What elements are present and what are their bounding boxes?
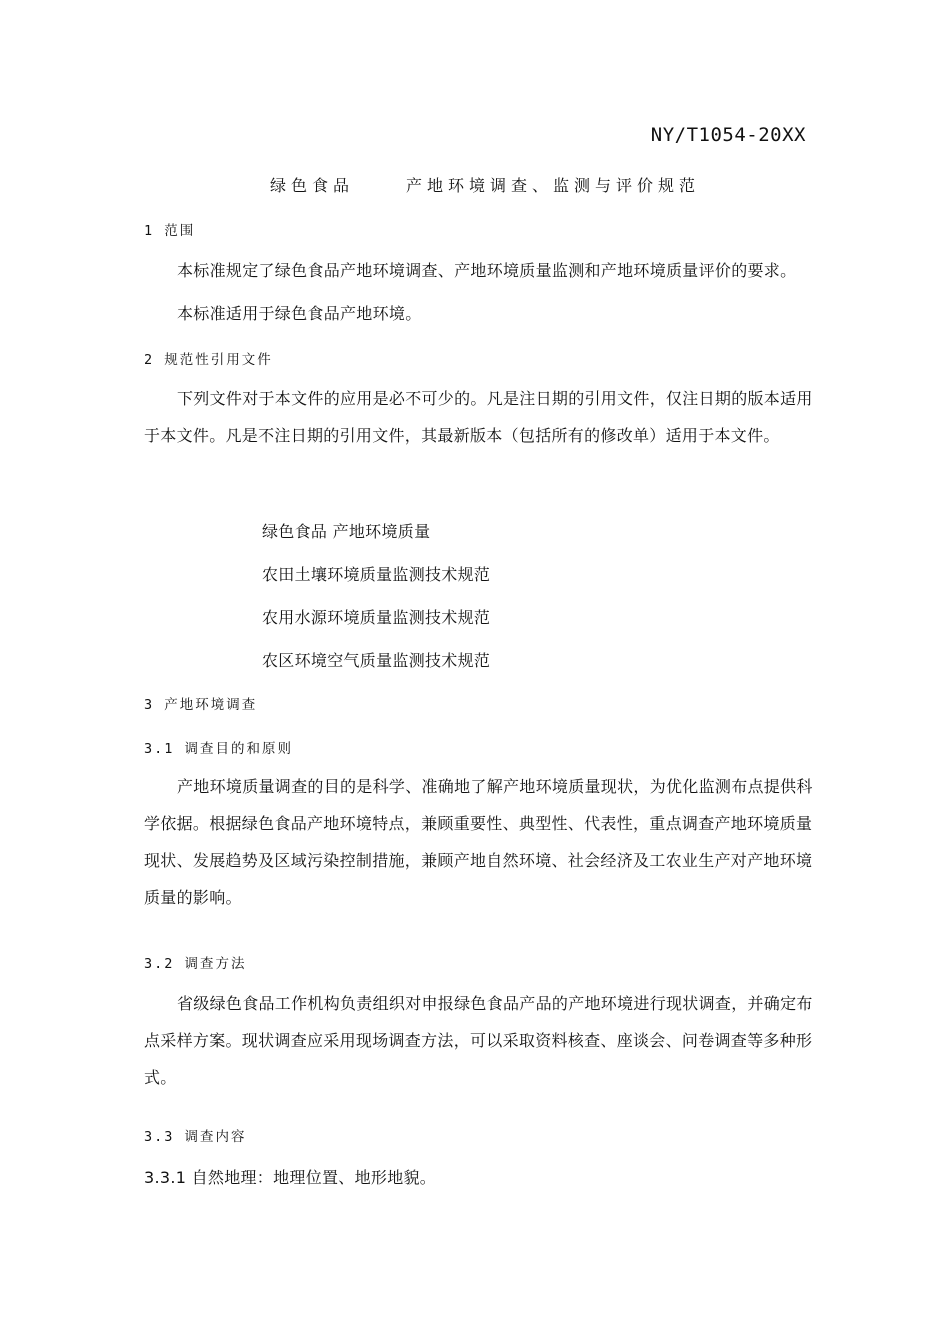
title-part-2: 产地环境调查、监测与评价规范 xyxy=(406,176,701,195)
document-title xyxy=(270,173,700,196)
section-3-3-heading: 3.3 调查内容 xyxy=(144,1129,247,1145)
section-1-heading: 1 范围 xyxy=(144,223,196,239)
section-2-heading: 2 规范性引用文件 xyxy=(144,352,273,368)
standard-code: NY/T1054-20XX xyxy=(650,124,806,146)
section-3-1-paragraph: 产地环境质量调查的目的是科学、准确地了解产地环境质量现状，为优化监测布点提供科学依据。根据绿色食品产地环境特点，兼顾重要性、典型性、代表性，重点调查产地环境质量现状、发展趋势及区域污染控制措施，兼顾产地自然环境、社会经济及工农业生产对产地环境质量的影响。 xyxy=(144,777,813,907)
reference-item: 农用水源环境质量监测技术规范 xyxy=(262,608,491,627)
reference-item: 农区环境空气质量监测技术规范 xyxy=(262,651,491,670)
reference-item: 农田土壤环境质量监测技术规范 xyxy=(262,565,491,584)
reference-item: 绿色食品 产地环境质量 xyxy=(262,522,431,541)
section-1-paragraph-2: 本标准适用于绿色食品产地环境。 xyxy=(177,304,422,323)
section-3-3-1-line: 3.3.1 自然地理：地理位置、地形地貌。 xyxy=(144,1168,437,1187)
title-part-1: 绿色食品 xyxy=(270,176,355,195)
section-1-paragraph-1: 本标准规定了绿色食品产地环境调查、产地环境质量监测和产地环境质量评价的要求。 xyxy=(177,261,797,280)
section-3-1-heading: 3.1 调查目的和原则 xyxy=(144,741,294,757)
section-3-2-heading: 3.2 调查方法 xyxy=(144,956,247,972)
section-3-heading: 3 产地环境调查 xyxy=(144,697,258,713)
section-3-2-paragraph: 省级绿色食品工作机构负责组织对申报绿色食品产品的产地环境进行现状调查，并确定布点采样方案。现状调查应采用现场调查方法，可以采取资料核查、座谈会、问卷调查等多种形式。 xyxy=(144,994,813,1087)
section-2-paragraph-1: 下列文件对于本文件的应用是必不可少的。凡是注日期的引用文件，仅注日期的版本适用于本文件。凡是不注日期的引用文件，其最新版本（包括所有的修改单）适用于本文件。 xyxy=(144,389,813,445)
